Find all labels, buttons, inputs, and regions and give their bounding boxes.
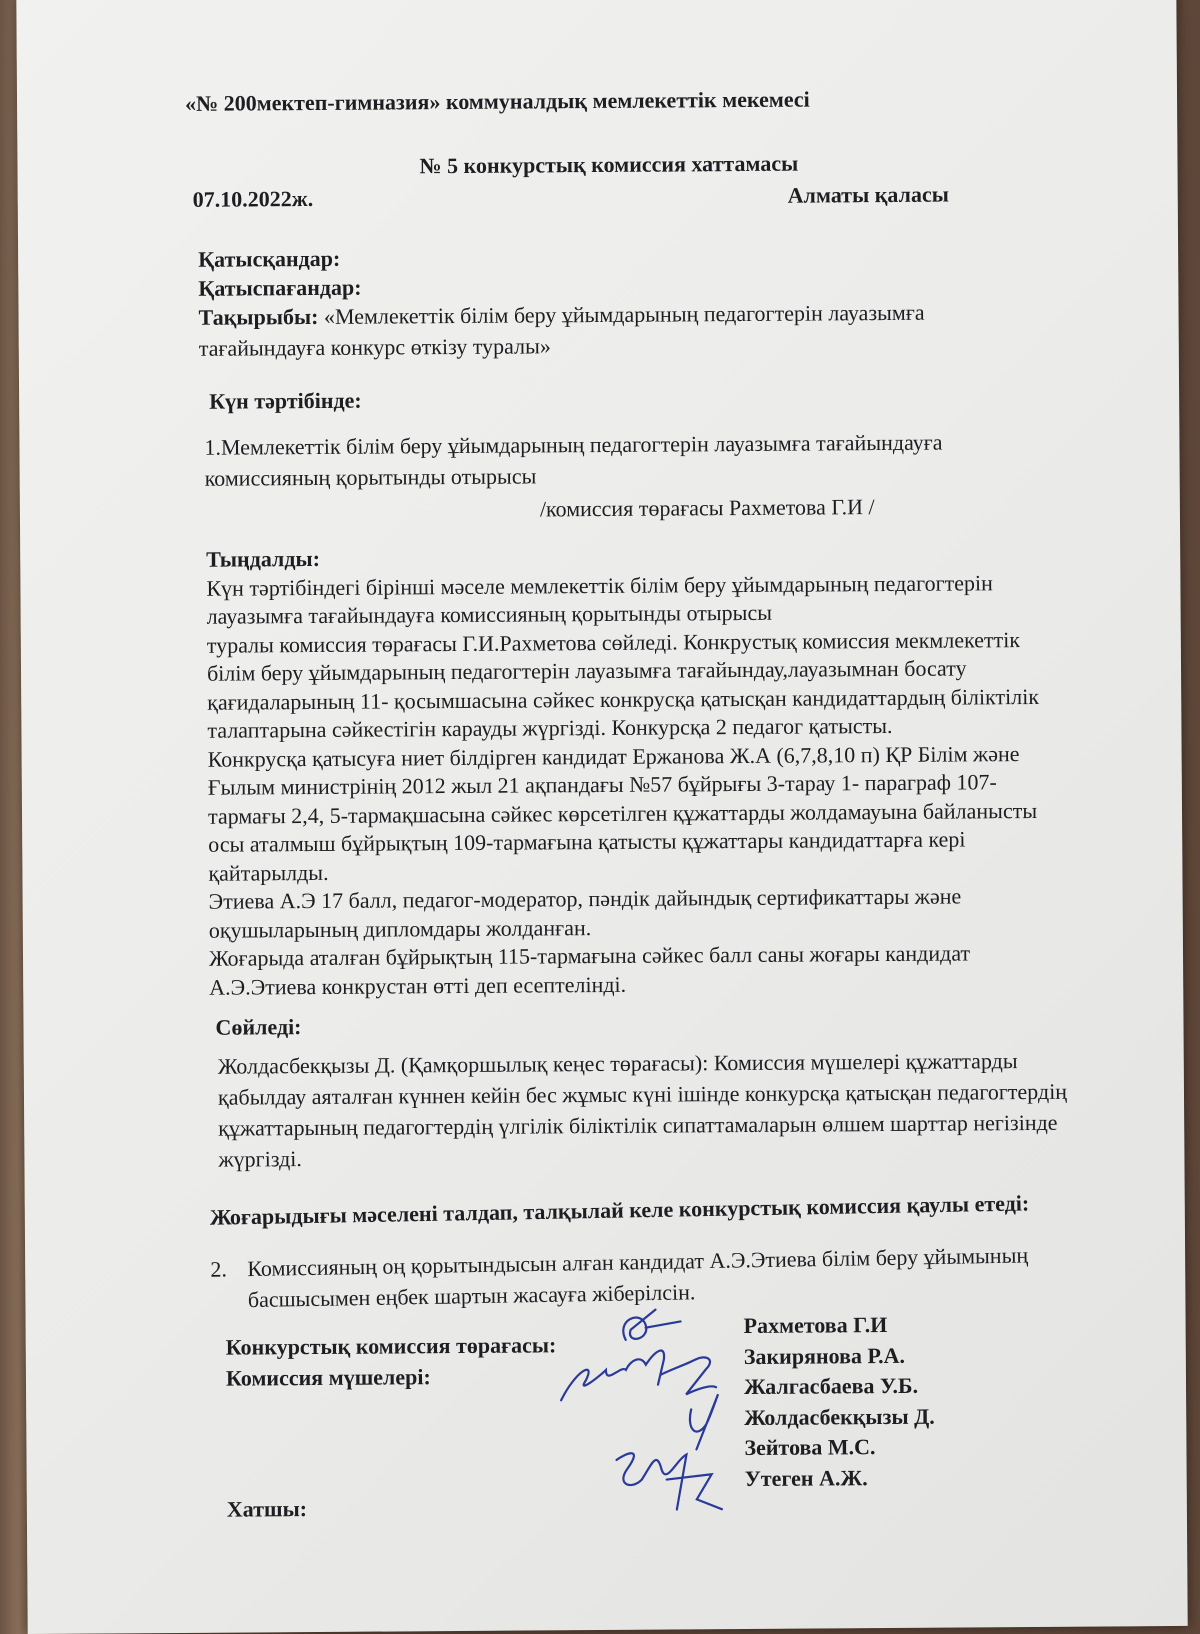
paragraph-line: Жоғарыда аталған бұйрықтың 115-тармағына сәйкес балл саны жоғары кандидат (208, 940, 971, 971)
agenda-line: комиссияның қорытынды отырысы (204, 462, 537, 491)
handwritten-signatures (545, 1299, 747, 1530)
chair-label: Конкурстық комиссия төрағасы: (225, 1332, 557, 1360)
topic-line: «Мемлекеттік білім беру ұйымдарының педагогтерін лауазымға (323, 299, 925, 329)
members-label: Комиссия мүшелері: (225, 1363, 431, 1391)
paragraph-line: тармағы 2,4, 5-тармақшасына сәйкес көрсетілген құжаттарды жолдамауына байланысты (207, 797, 1038, 829)
paragraph-line: А.Э.Этиева конкрустан өтті деп есептелінді. (209, 971, 627, 1000)
topic-label: Тақырыбы: (198, 303, 319, 330)
protocol-title: № 5 конкурстық комиссия хаттамасы (419, 150, 799, 179)
secretary-label: Хатшы: (226, 1496, 308, 1522)
organization-name: «№ 200мектеп-гимназия» коммуналдық мемлекеттік мекемесі (184, 86, 810, 116)
item-line: Комиссияның оң қорытындысын алған кандидат А.Э.Этиева білім беру ұйымының (247, 1242, 1029, 1282)
paragraph-line: осы аталмыш бұйрықтың 109-тармағына қатысты құжаттары кандидаттарға кері (208, 826, 966, 857)
chair-note: /комиссия төрағасы Рахметова Г.И / (539, 494, 875, 522)
item-number: 2. (210, 1256, 228, 1282)
member-name: Утеген А.Ж. (744, 1464, 868, 1491)
member-name: Рахметова Г.И (743, 1312, 888, 1339)
paragraph-line: білім беру ұйымдарының педагогтерін лауазымға тағайындау,лауазымнан босату (206, 655, 967, 686)
paragraph-line: туралы комиссия төрағасы Г.И.Рахметова сөйледі. Конкрустық комиссия мекмлекеттік (206, 626, 1021, 658)
speech-section (218, 1033, 1068, 1175)
member-name: Жолдасбекқызы Д. (744, 1403, 935, 1430)
paragraph-line: Конкрусқа қатысуға ниет білдірген кандидат Ержанова Ж.А (6,7,8,10 п) ҚР Білім және (207, 740, 1020, 772)
paragraph-line: қайтарылды. (208, 859, 329, 886)
topic (198, 298, 924, 364)
paragraph-line: талаптарына сәйкестігін карауды жүргізді. Конкурсқа 2 педагог қатысты. (207, 712, 893, 743)
member-name: Жалгасбаева У.Б. (743, 1372, 919, 1400)
city: Алматы қаласы (787, 181, 949, 208)
paragraph-line: Күн тәртібіндегі бірінші мәселе мемлекеттік білім беру ұйымдарының педагогтерін (206, 569, 993, 601)
protocol-date: 07.10.2022ж. (192, 186, 314, 212)
agenda-heading: Күн тәртібінде: (209, 387, 362, 414)
paragraph-line: Ғылым министрінің 2012 жыл 21 ақпандағы №57 бұйрығы 3-тарау 1- параграф 107- (207, 769, 997, 800)
paragraph-line: құжаттарының педагогтердің үлгілік біліктілік сипаттамаларын өлшем шарттар негізінде (218, 1109, 1058, 1141)
member-name: Закирянова Р.А. (743, 1342, 906, 1369)
signature-member (661, 1357, 716, 1394)
present-label: Қатысқандар: (198, 245, 341, 272)
decision-heading: Жоғарыдығы мәселені талдап, талқылай келе конкурстық комиссия қаулы етеді: (209, 1190, 1030, 1230)
member-name: Зейтова М.С. (744, 1434, 876, 1461)
paragraph-line: қабылдау аяталған күннен кейін бес жұмыс күні ішінде конкурсқа қатысқан педагогтердің (217, 1078, 1068, 1110)
absent-label: Қатыспағандар: (198, 274, 362, 301)
signature-member (561, 1351, 665, 1401)
speech-heading: Сөйледі: (215, 1014, 302, 1040)
paragraph-line: лауазымға тағайындауға комиссияның қорытынды отырысы (206, 599, 773, 629)
signature-labels (226, 1330, 557, 1393)
signature-secretary (616, 1453, 721, 1510)
paragraph-line: оқушыларының дипломдары жолданған. (208, 914, 592, 943)
agenda-line: 1.Мемлекеттік білім беру ұйымдарының педагогтерін лауазымға тағайындауға (204, 429, 943, 460)
agenda-list (204, 428, 942, 494)
paragraph-line: жүргізді. (218, 1146, 302, 1172)
heard-section (206, 540, 1041, 1002)
signature-chair (623, 1309, 681, 1339)
document-page (16, 0, 1187, 1634)
paragraph-line: Этиева А.Э 17 балл, педагог-модератор, пәндік дайындық сертификаттары және (208, 883, 962, 914)
member-names (744, 1310, 936, 1494)
heard-heading: Тыңдалды: (206, 545, 321, 572)
paragraph-line: қағидаларының 11- қосымшасына сәйкес конкрусқа қатысқан кандидаттардың біліктілік (207, 683, 1040, 715)
paragraph-line: Жолдасбекқызы Д. (Қамқоршылық кеңес төрағасы): Комиссия мүшелері құжаттарды (217, 1048, 1018, 1079)
signature-member (690, 1394, 719, 1449)
item-line: басшысымен еңбек шартын жасауға жіберілсін. (247, 1278, 696, 1312)
topic-line: тағайындауға конкурс өткізу туралы» (198, 332, 551, 361)
